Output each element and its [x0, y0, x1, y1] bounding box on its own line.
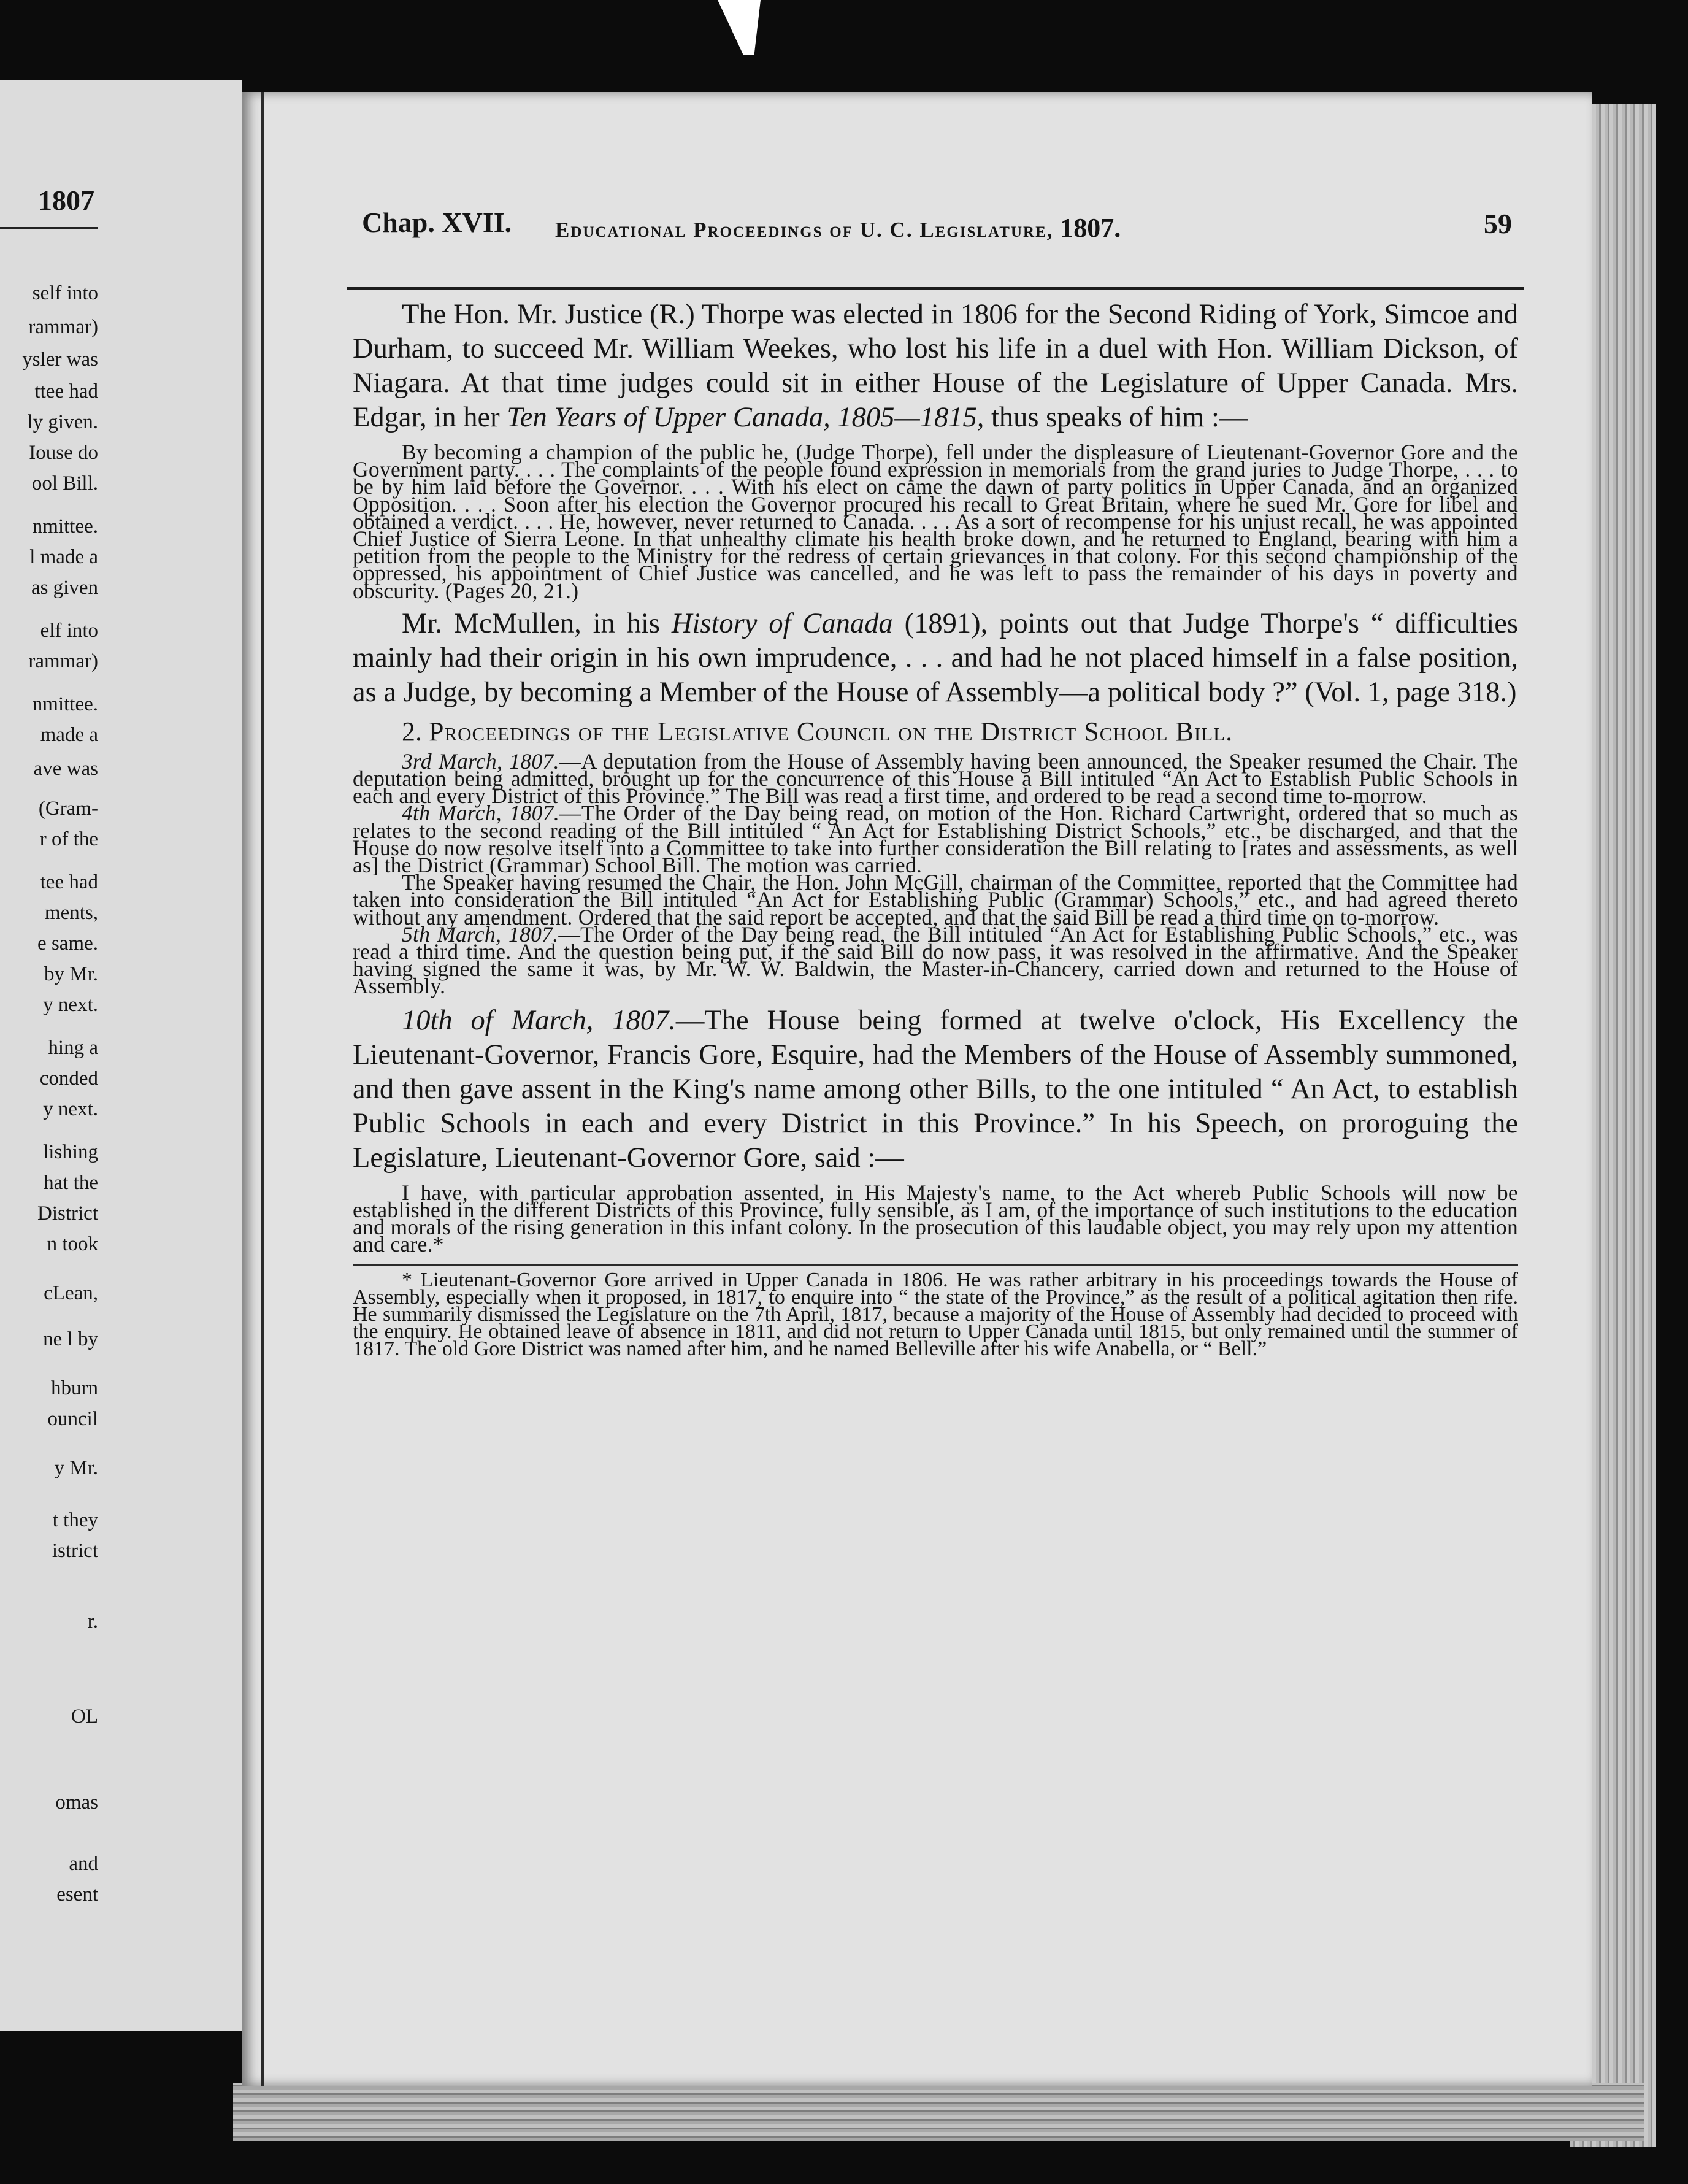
scan-artifact: [718, 0, 761, 55]
left-page-fragment: conded: [39, 1067, 98, 1090]
page-edges-bottom: [233, 2083, 1644, 2141]
section-title: Proceedings of the Legislative Council on the District School Bill.: [429, 716, 1233, 747]
council-entry-committee-report: [353, 870, 1518, 929]
left-page-fragment: l made a: [29, 546, 98, 568]
left-page-fragment: by Mr.: [44, 963, 98, 985]
running-head: [362, 209, 1524, 245]
left-page-fragment: ysler was: [22, 348, 98, 371]
running-title-year: 1807.: [1060, 213, 1121, 243]
left-page-fragment: y Mr.: [54, 1457, 98, 1479]
main-page: [242, 92, 1592, 2086]
left-page-fragment: lishing: [43, 1141, 98, 1163]
book-title-ten-years: Ten Years of Upper Canada, 1805—1815,: [507, 402, 984, 433]
left-page-fragment: e same.: [37, 932, 98, 955]
chapter-label: Chap. XVII.: [362, 207, 512, 238]
footnote-gore-text: * Lieutenant-Governor Gore arrived in Upper Canada in 1806. He was rather arbitrary in his proceedings towards the House of Assembly, especially when it proposed, in 1817, to enquire into “ the state of the Province,” as the result of a political agitation then rife. He summarily dismissed the Legislature on the 7th April, 1817, because a majority of the House of Assembly had decided to proceed with the enquiry. He obtained leave of absence in 1811, and did not return to Upper Canada until 1815, but only remained until the summer of 1817. The old Gore District was named after him, and he named Belleville after his wife Anabella, or “ Bell.”: [353, 1269, 1518, 1361]
left-page-fragment: tee had: [40, 871, 98, 893]
paragraph-thorpe: [353, 298, 1518, 435]
entry-text: —A deputation from the House of Assembly having been announced, the Speaker resumed the Chair. The deputation being admitted, brought up for the concurrence of this House a Bill intituled “An Act to Establish Public Schools in each and every District of this Province.” The Bill was read a first time, and ordered to be read a second time to-morrow.: [353, 748, 1518, 809]
left-page-fragment: r of the: [39, 828, 98, 850]
entry-text: The Speaker having resumed the Chair, the Hon. John McGill, chairman of the Committee, reported that the Committee had taken into consideration the Bill intituled “An Act for Establishing Public (Grammar) Schools,” etc., and had agreed thereto without any amendment. Ordered that the said report be accepted, and that the said Bill be read a third time on to-morrow.: [353, 870, 1518, 929]
left-page-fragment: rammar): [28, 316, 98, 338]
page-number: 59: [1484, 208, 1512, 239]
entry-date: 3rd March, 1807.: [402, 748, 559, 774]
left-page-fragment: ouncil: [47, 1408, 98, 1430]
left-page-fragment: as given: [31, 577, 98, 599]
left-page-fragment: ave was: [33, 758, 98, 780]
quote-edgar: [353, 440, 1518, 603]
spine-shadow: [261, 92, 264, 2086]
running-title-text: Educational Proceedings of U. C. Legislature,: [555, 218, 1054, 242]
left-page-text-fragments: [0, 80, 98, 2031]
paragraph-assent-text: —The House being formed at twelve o'clock, His Excellency the Lieutenant-Governor, Francis Gore, Esquire, had the Members of the House of Assembly summoned, and then gave assent in the King's name among other Bills, to the one intituled “ An Act, to establish Public Schools in each and every District in this Province.” In his Speech, on proroguing the Legislature, Lieutenant-Governor Gore, said :—: [353, 1004, 1518, 1174]
running-title: [555, 212, 1121, 244]
left-page-fragment: r.: [87, 1610, 98, 1632]
entry-date: 5th March, 1807.: [402, 921, 559, 947]
left-page-fragment: nmittee.: [32, 515, 98, 537]
paragraph-mcmullen-rest: (1891), points out that Judge Thorpe's “ difficulties mainly had their origin in his own imprudence, . . . and had he not placed himself in a false position, as a Judge, by becoming a Member of the House of Assembly—a political body ?” (Vol. 1, page 318.): [353, 607, 1519, 708]
left-page-fragment: rammar): [28, 650, 98, 672]
left-page-fragment: esent: [56, 1883, 98, 1905]
footnote-gore: [353, 1269, 1518, 1361]
paragraph-assent: [353, 1004, 1518, 1175]
left-page-fragment: and: [69, 1853, 98, 1875]
left-page-fragment: hat the: [44, 1172, 98, 1194]
left-page-fragment: elf into: [40, 620, 98, 642]
council-entry-4th-march: [353, 801, 1518, 878]
paragraph-mcmullen-start: Mr. McMullen, in his: [402, 607, 660, 639]
left-page-fragment: cLean,: [44, 1282, 98, 1304]
left-page-fragment: made a: [40, 724, 98, 746]
left-page-fragment: hing a: [48, 1037, 98, 1059]
left-page-fragment: District: [37, 1202, 98, 1225]
left-page-fragment: ments,: [44, 902, 98, 924]
paragraph-thorpe-text: The Hon. Mr. Justice (R.) Thorpe was elected in 1806 for the Second Riding of York, Simcoe and Durham, to succeed Mr. William Weekes, who lost his life in a duel with Hon. William Dickson, of Niagara. At that time judges could sit in either House of the Legislature of Upper Canada. Mrs. Edgar, in her: [353, 299, 1518, 433]
left-page-fragment: self into: [32, 282, 98, 304]
left-page-fragment: y next.: [43, 994, 98, 1016]
left-page-fragment: ne l by: [43, 1328, 98, 1350]
footnote-rule: [353, 1264, 1518, 1266]
entry-text: —The Order of the Day being read, the Bill intituled “An Act for Establishing Public Schools,” etc., was read a third time. And the question being put, if the said Bill do now pass, it was resolved in the affirmative. And the Speaker having signed the same it was, by Mr. W. W. Baldwin, the Master-in-Chancery, carried down and returned to the House of Assembly.: [353, 921, 1518, 999]
section-heading: [402, 713, 1518, 750]
paragraph-thorpe-end: thus speaks of him :—: [991, 402, 1248, 433]
left-page-fragment: Iouse do: [29, 442, 98, 464]
quote-gore-speech: [353, 1180, 1518, 1257]
paragraph-assent-date: 10th of March, 1807.: [402, 1004, 676, 1036]
left-page-fragment: omas: [55, 1791, 98, 1813]
quote-gore-speech-text: I have, with particular approbation assented, in His Majesty's name, to the Act whereb Public Schools will now be established in the different Districts of this Province, fully sensible, as I am, of the importance of such institutions to the education and morals of the rising generation in this infant colony. In the prosecution of this laudable object, you may rely upon my attention and care.*: [353, 1180, 1518, 1257]
book-title-history-of-canada: History of Canada: [671, 607, 893, 639]
header-rule: [347, 287, 1524, 290]
left-page-fragment: t they: [52, 1509, 98, 1531]
council-entry-5th-march: [353, 921, 1518, 999]
paragraph-mcmullen: [353, 607, 1518, 710]
left-page-fragment: n took: [47, 1233, 98, 1255]
left-facing-page: [0, 80, 242, 2031]
left-page-fragment: hburn: [51, 1377, 98, 1399]
left-page-fragment: (Gram-: [38, 798, 98, 820]
entry-text: —The Order of the Day being read, on motion of the Hon. Richard Cartwright, ordered that so much as relates to the second reading of the Bill intituled “ An Act for Establishing District Schools,” etc., be discharged, and that the House do now resolve itself into a Committee to take into further consideration the Bill relating to [rates and assessments, as well as] the District (Grammar) School Bill. The motion was carried.: [353, 801, 1518, 878]
left-page-fragment: nmittee.: [32, 693, 98, 715]
council-entry-3rd-march: [353, 748, 1518, 809]
left-page-fragment: ly given.: [27, 411, 98, 433]
entry-date: 4th March, 1807.: [402, 801, 560, 826]
page-body: [353, 298, 1519, 1361]
left-page-number: 1807: [38, 185, 94, 216]
left-page-fragment: ttee had: [34, 380, 98, 402]
left-page-fragment: istrict: [52, 1540, 98, 1562]
left-page-fragment: OL: [71, 1705, 98, 1728]
quote-edgar-text: By becoming a champion of the public he, (Judge Thorpe), fell under the displeasure of Lieutenant-Governor Gore and the Government party. . . . The complaints of the people found expression in memorials from the grand juries to Judge Thorpe, . . . to be by him laid before the Governor. . . . With his elect on came the dawn of party politics in Upper Canada, and an organized Opposition. . . . Soon after his election the Governor procured his recall to Great Britain, where he sued Mr. Gore for libel and obtained a verdict. . . . He, however, never returned to Canada. . . . As a sort of recompense for his unjust recall, he was appointed Chief Justice of Sierra Leone. In that unhealthy climate his health broke down, and he returned to England, bearing with him a petition from the people to the Ministry for the redress of certain grievances in that colony. For this second championship of the oppressed, his appointment of Chief Justice was cancelled, and he was left to pass the remainder of his days in poverty and obscurity. (Pages 20, 21.): [353, 440, 1518, 603]
section-number: 2.: [402, 716, 422, 747]
left-page-fragment: y next.: [43, 1098, 98, 1120]
left-page-fragment: ool Bill.: [31, 472, 98, 494]
